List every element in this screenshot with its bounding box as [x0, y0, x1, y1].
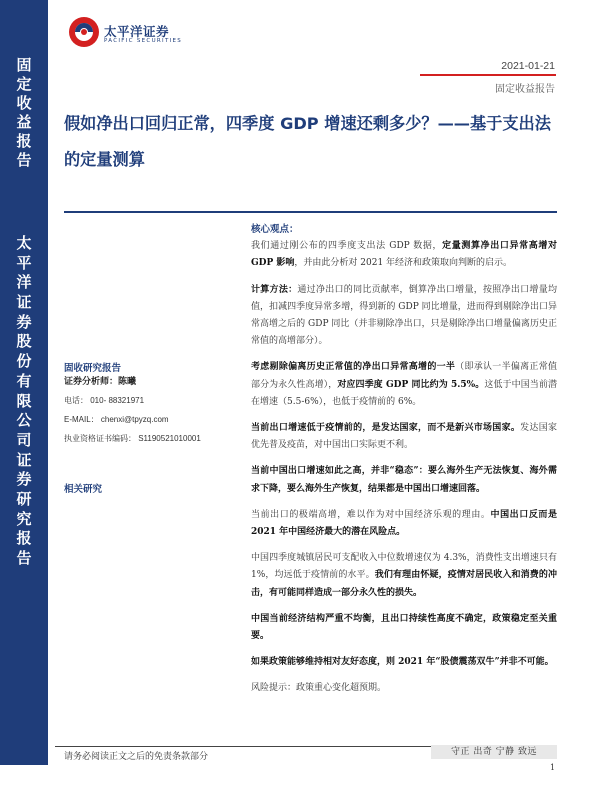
vchar: 收 — [16, 94, 32, 112]
related-research-label: 相关研究 — [64, 484, 103, 495]
page-number: 1 — [550, 763, 556, 772]
paragraph-export-risk: 当前出口的极端高增，难以作为对中国经济乐观的理由。中国出口反而是 2021 年中国经济最大的潜在风险点。 — [251, 509, 557, 538]
paragraph-income-consumption: 中国四季度城镇居民可支配收入中位数增速仅为 4.3%，消费性支出增速只有 1%，均远低于疫情前的水平。我们有理由怀疑，疫情对居民收入和消费的冲击，有可能同样造成一部分永久性的损失。 — [251, 553, 557, 598]
research-team-label: 固收研究报告 — [64, 363, 122, 374]
header-red-rule — [420, 74, 556, 76]
vchar: 研 — [16, 489, 32, 508]
vchar: 限 — [16, 391, 32, 410]
vchar: 益 — [16, 113, 32, 131]
vchar: 报 — [16, 529, 32, 548]
company-name-vertical — [0, 236, 48, 571]
vchar: 券 — [16, 470, 32, 489]
paragraph-developed-countries: 当前出口增速低于疫情前的，是发达国家，而不是新兴市场国家。发达国家优先普及疫苗，对中国出口实际更不利。 — [251, 423, 557, 451]
paragraph-estimate: 考虑剔除偏离历史正常值的净出口异常高增的一半（即承认一半偏离正常值部分为永久性高增），对应四季度 GDP 同比约为 5.5%。这低于中国当前潜在增速（5.5-6%），也低于疫情前的 6%。 — [251, 362, 557, 407]
vchar: 证 — [16, 450, 32, 469]
vchar: 公 — [16, 411, 32, 430]
analyst-name: 陈曦 — [118, 377, 137, 387]
report-type: 固定收益报告 — [495, 84, 555, 95]
vchar: 股 — [16, 332, 32, 351]
vchar: 平 — [16, 253, 32, 272]
paragraph-dual-bull: 如果政策能够维持相对友好态度，则 2021 年“股债震荡双牛”并非不可能。 — [251, 657, 554, 668]
paragraph-method: 计算方法：通过净出口的同比贡献率，倒算净出口增量，按照净出口增量均值，扣减四季度异常多增，得到新的 GDP 同比增量，进而得到剔除净出口异常高增之后的 GDP 同比（并非剔除净出口，只是剔除净出口增量偏离历史正常值的高增部分）。 — [251, 284, 557, 347]
core-views-section — [251, 221, 557, 707]
analyst-certificate: 执业资格证书编码： S1190521010001 — [64, 434, 201, 443]
core-views-heading: 核心观点： — [251, 224, 299, 235]
vchar: 券 — [16, 312, 32, 331]
paragraph-policy-stability: 中国当前经济结构严重不均衡，且出口持续性高度不确定，政策稳定至关重要。 — [251, 613, 557, 642]
vchar: 定 — [16, 75, 32, 93]
logo-chinese-name: 太平洋证券 — [104, 24, 170, 39]
analyst-email[interactable]: E-MAIL： chenxi@tpyzq.com — [64, 415, 169, 424]
footer-disclaimer: 请务必阅读正文之后的免责条款部分 — [64, 752, 209, 762]
vchar: 司 — [16, 430, 32, 449]
report-category-vertical — [0, 58, 48, 172]
vchar: 告 — [16, 151, 32, 169]
vchar: 固 — [16, 56, 32, 74]
vchar: 洋 — [16, 273, 32, 292]
logo-english-name: PACIFIC SECURITIES — [104, 38, 183, 44]
analyst-phone: 电话： 010- 88321971 — [64, 396, 145, 405]
footer-motto: 守正 出奇 宁静 致远 — [431, 745, 557, 759]
vchar: 究 — [16, 509, 32, 528]
paragraph-risk-warning: 风险提示：政策重心变化超预期。 — [251, 683, 387, 694]
left-sidebar-band — [0, 0, 48, 765]
paragraph-intro: 我们通过刚公布的四季度支出法 GDP 数据，定量测算净出口异常高增对 GDP 影响，并由此分析对 2021 年经济和政策取向判断的启示。 — [251, 241, 557, 269]
analyst-label: 证券分析师： — [64, 377, 119, 387]
vchar: 告 — [16, 549, 32, 567]
report-date: 2021-01-21 — [501, 60, 555, 72]
vchar: 太 — [16, 234, 32, 252]
vchar: 份 — [16, 352, 32, 371]
vchar: 有 — [16, 371, 32, 390]
paragraph-export-steady-state: 当前中国出口增速如此之高，并非“稳态”：要么海外生产无法恢复、海外需求下降，要么海外生产恢复，结果都是中国出口增速回落。 — [251, 466, 557, 494]
vchar: 报 — [16, 132, 32, 150]
analyst-line — [64, 374, 136, 387]
vchar: 证 — [16, 293, 32, 312]
report-title: 假如净出口回归正常，四季度 GDP 增速还剩多少？——基于支出法的定量测算 — [64, 114, 551, 169]
title-divider — [64, 211, 557, 213]
